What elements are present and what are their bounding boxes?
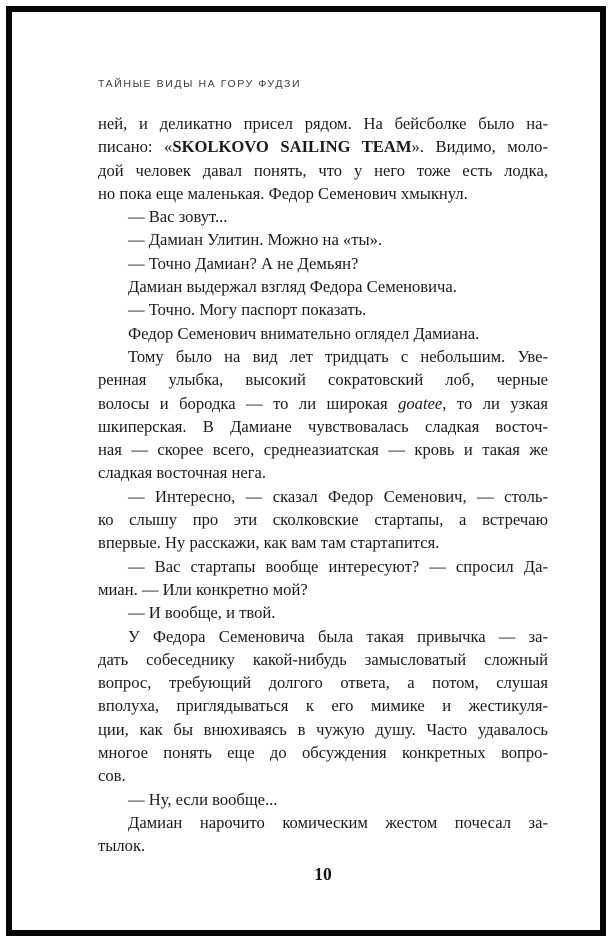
text-line bbox=[98, 694, 548, 717]
text-line bbox=[98, 205, 548, 228]
text-line bbox=[98, 345, 548, 368]
text-line bbox=[98, 275, 548, 298]
text-line bbox=[98, 531, 548, 554]
text-segment: волосы и бородка — то ли широкая bbox=[98, 393, 399, 413]
text-line bbox=[98, 834, 548, 857]
text-segment: многое понять еще до обсуждения конкретных вопро- bbox=[98, 743, 548, 763]
text-segment: ней, и деликатно присел рядом. На бейсболке было на- bbox=[98, 114, 548, 133]
text-line bbox=[98, 741, 548, 764]
text-line bbox=[98, 252, 548, 275]
text-segment: дой человек давал понять, что у него тоже есть лодка, bbox=[98, 160, 548, 180]
text-segment: сладкая восточная нега. bbox=[98, 463, 267, 483]
text-segment: — Точно. Могу паспорт показать. bbox=[128, 300, 367, 320]
text-segment: — Интересно, — сказал Федор Семенович, — столь- bbox=[128, 486, 548, 506]
text-segment: ко слышу про эти сколковские стартапы, а встречаю bbox=[98, 510, 548, 530]
text-line bbox=[98, 718, 548, 741]
text-segment: SKOLKOVO SAILING TEAM bbox=[172, 137, 412, 157]
text-line bbox=[98, 438, 548, 461]
text-line bbox=[98, 625, 548, 648]
text-segment: У Федора Семеновича была такая привычка — за- bbox=[128, 626, 548, 646]
text-line bbox=[98, 298, 548, 321]
text-line bbox=[98, 322, 548, 345]
running-header: ТАЙНЫЕ ВИДЫ НА ГОРУ ФУДЗИ bbox=[98, 78, 302, 90]
text-segment: goatee bbox=[398, 393, 443, 413]
text-line bbox=[98, 461, 548, 484]
text-line bbox=[98, 485, 548, 508]
text-segment: — Ну, если вообще... bbox=[128, 789, 278, 809]
text-segment: ренная улыбка, высокий сократовский лоб, черные bbox=[98, 370, 548, 390]
text-segment: но пока еще маленькая. Федор Семенович хмыкнул. bbox=[98, 183, 468, 203]
text-segment: тылок. bbox=[98, 836, 146, 856]
text-line bbox=[98, 415, 548, 438]
text-line bbox=[98, 788, 548, 811]
text-segment: ». Видимо, моло- bbox=[411, 137, 548, 157]
text-segment: — Вас стартапы вообще интересуют? — спросил Да- bbox=[128, 556, 548, 576]
text-segment: Дамиан выдержал взгляд Федора Семеновича. bbox=[128, 277, 457, 297]
text-segment: Дамиан нарочито комическим жестом почесал за- bbox=[128, 812, 548, 832]
text-line bbox=[98, 135, 548, 158]
text-line bbox=[98, 368, 548, 391]
text-segment: Тому было на вид лет тридцать с небольшим. Уве- bbox=[128, 346, 548, 366]
text-segment: вопрос, требующий долгого ответа, а потом, слушая bbox=[98, 673, 548, 693]
text-segment: — Дамиан Улитин. Можно на «ты». bbox=[128, 230, 383, 250]
text-segment: впервые. Ну расскажи, как вам там стартапится. bbox=[98, 533, 440, 553]
text-line bbox=[98, 182, 548, 205]
text-segment: ции, как бы внюхиваясь в чужую душу. Часто удавалось bbox=[98, 719, 548, 739]
page-number: 10 bbox=[314, 864, 332, 884]
text-line bbox=[98, 392, 548, 415]
text-segment: шкиперская. В Дамиане чувствовалась сладкая восточ- bbox=[98, 416, 548, 436]
text-line bbox=[98, 601, 548, 624]
text-segment: писано: « bbox=[98, 137, 173, 157]
text-line bbox=[98, 671, 548, 694]
text-line bbox=[98, 112, 548, 135]
text-segment: Федор Семенович внимательно оглядел Дамиана. bbox=[128, 323, 480, 343]
text-line bbox=[98, 159, 548, 182]
text-segment: вполуха, приглядываться к его мимике и жестикуля- bbox=[98, 696, 548, 716]
text-segment: ная — скорее всего, среднеазиатская — кровь и такая же bbox=[98, 440, 548, 460]
text-segment: сов. bbox=[98, 766, 126, 786]
text-line bbox=[98, 578, 548, 601]
text-segment: — Вас зовут... bbox=[128, 207, 228, 227]
text-segment: , то ли узкая bbox=[442, 393, 548, 413]
text-segment: — И вообще, и твой. bbox=[128, 603, 276, 623]
text-segment: дать собеседнику какой-нибудь замысловатый сложный bbox=[98, 649, 548, 669]
text-line bbox=[98, 811, 548, 834]
text-line bbox=[98, 508, 548, 531]
text-segment: миан. — Или конкретно мой? bbox=[98, 579, 308, 599]
text-line bbox=[98, 555, 548, 578]
text-line bbox=[98, 228, 548, 251]
text-line bbox=[98, 648, 548, 671]
text-line bbox=[98, 764, 548, 787]
text-block bbox=[98, 112, 548, 858]
text-segment: — Точно Дамиан? А не Демьян? bbox=[128, 253, 359, 273]
